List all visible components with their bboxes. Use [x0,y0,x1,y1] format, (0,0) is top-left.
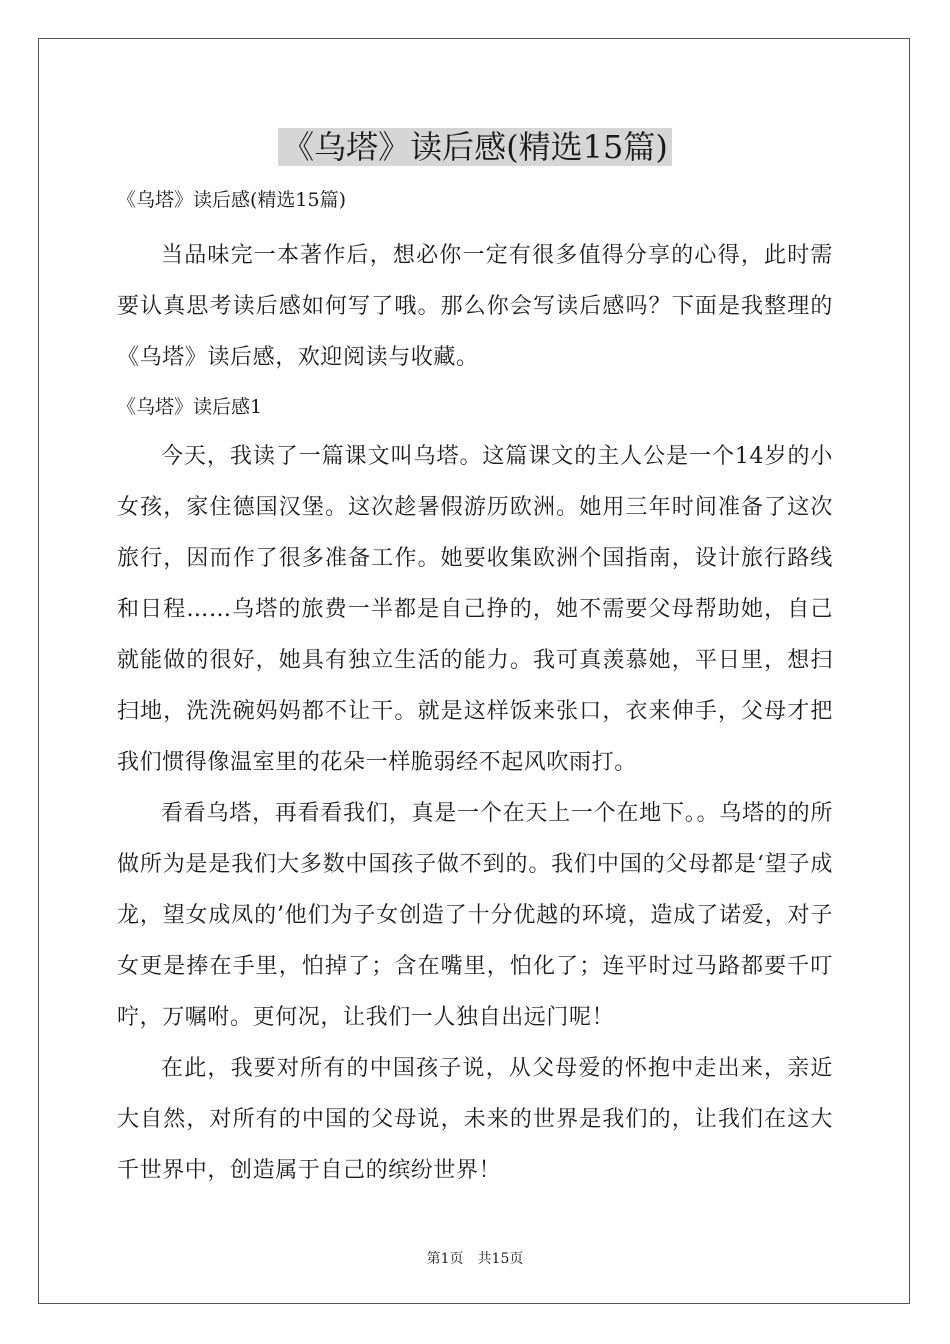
intro-paragraph: 当品味完一本著作后，想必你一定有很多值得分享的心得，此时需要认真思考读后感如何写了哦。那么你会写读后感吗？下面是我整理的《乌塔》读后感，欢迎阅读与收藏。 [117,243,833,370]
document-title [0,124,950,170]
document-subtitle: 《乌塔》读后感(精选15篇) [117,189,347,211]
document-title-text: 《乌塔》读后感(精选15篇) [278,128,672,166]
body-paragraph: 看看乌塔，再看看我们，真是一个在天上一个在地下。。乌塔的的所做所为是是我们大多数中国孩子做不到的。我们中国的父母都是‘望子成龙，望女成凤的’他们为子女创造了十分优越的环境，造成了诺爱，对子女更是捧在手里，怕掉了；含在嘴里，怕化了；连平时过马路都要千叮咛，万嘱咐。更何况，让我们一人独自出远门呢！ [117,801,833,1030]
section-heading: 《乌塔》读后感1 [117,396,263,418]
document-body [117,180,833,1196]
body-paragraph: 在此，我要对所有的中国孩子说，从父母爱的怀抱中走出来，亲近大自然，对所有的中国的父母说，未来的世界是我们的，让我们在这大千世界中，创造属于自己的缤纷世界！ [117,1056,833,1183]
body-paragraph: 今天，我读了一篇课文叫乌塔。这篇课文的主人公是一个14岁的小女孩，家住德国汉堡。这次趁暑假游历欧洲。她用三年时间准备了这次旅行，因而作了很多准备工作。她要收集欧洲个国指南，设计旅行路线和日程……乌塔的旅费一半都是自己挣的，她不需要父母帮助她，自己就能做的很好，她具有独立生活的能力。我可真羡慕她，平日里，想扫扫地，洗洗碗妈妈都不让干。就是这样饭来张口，衣来伸手，父母才把我们惯得像温室里的花朵一样脆弱经不起风吹雨打。 [117,444,833,775]
page-footer: 第1页 共15页 [426,1251,524,1267]
